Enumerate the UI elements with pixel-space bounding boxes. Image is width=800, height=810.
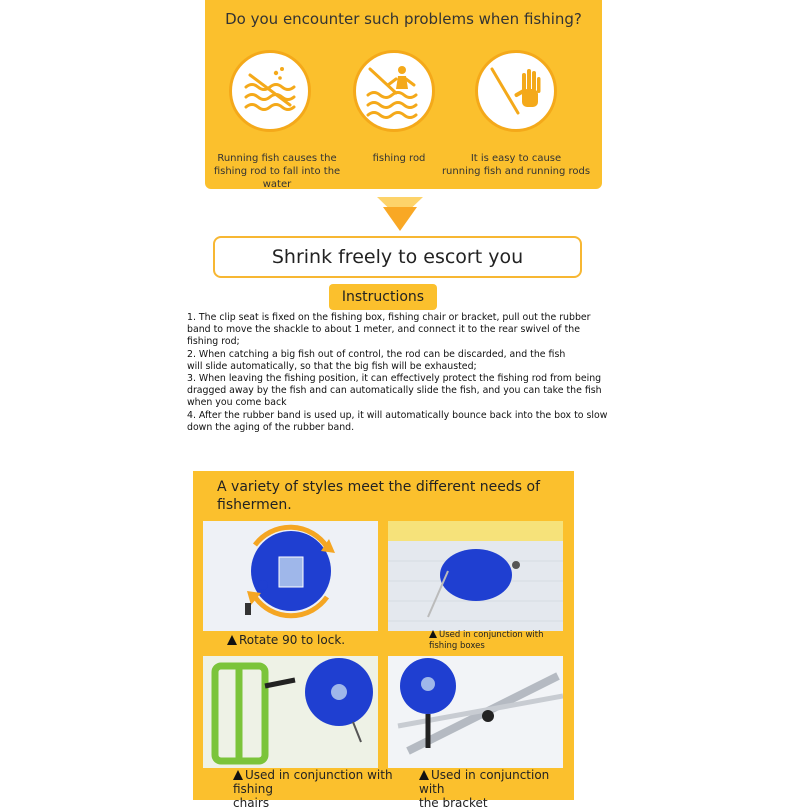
caption-line [429,630,569,641]
problem-circle-2 [353,50,435,132]
problem-caption-1 [207,152,347,191]
problems-title: Do you encounter such problems when fishing? [225,10,582,28]
problem-caption-3 [441,152,591,178]
caption-bracket [419,768,569,810]
caption-line: Rotate 90 to lock. [239,633,346,647]
waves-rod-falling-icon [232,53,308,129]
caption-line: chairs [233,796,270,810]
instruction-line: 1. The clip seat is fixed on the fishing box, fishing chair or bracket, pull out the rubber [187,312,591,323]
photo-bracket [388,656,563,768]
instructions-label: Instructions [329,284,437,310]
instruction-line: down the aging of the rubber band. [187,421,355,433]
instruction-line: 3. When leaving the fishing position, it can effectively protect the fishing rod from being [187,373,602,385]
person-in-water-icon [356,53,432,129]
problem-circle-3 [475,50,557,132]
caption-line: fishing rod to fall into the water [213,166,341,190]
caption-fishing-chairs [233,768,413,810]
caption-line: fishing boxes [429,641,485,651]
rod-and-hand-icon [478,53,554,129]
caption-line: Running fish causes the [217,153,337,164]
caption-line [233,768,413,796]
caption-line-text: Used in conjunction with [419,768,550,796]
caption-line [419,768,569,796]
caption-line-text: Used in conjunction with [439,630,544,640]
triangle-icon [429,630,437,638]
triangle-icon [419,770,429,780]
photo-rotate-lock [203,521,378,631]
instructions-text [187,312,623,434]
triangle-icon [233,770,243,780]
reel-rotate-icon [203,521,378,631]
caption-line: It is easy to cause [470,153,562,164]
styles-panel [193,471,574,810]
caption-line: running fish and running rods [441,166,591,177]
caption-line: fishing rod [372,153,426,164]
styles-title: A variety of styles meet the different needs of fishermen. [217,479,540,513]
instruction-line: will slide automatically, so that the big fish will be exhausted; [187,360,477,372]
photo-fishing-chairs [203,656,378,768]
problem-caption-2 [363,152,435,165]
caption-line: the bracket [419,796,488,810]
problems-banner [205,0,602,189]
reel-on-bracket-icon [388,656,563,768]
caption-fishing-boxes [429,630,569,652]
caption-line-text: Used in conjunction with fishing [233,768,393,796]
slogan-box: Shrink freely to escort you [213,236,582,278]
instruction-line: when you come back [187,397,287,409]
instruction-line: 4. After the rubber band is used up, it will automatically bounce back into the box to slow [187,409,608,421]
problem-circle-1 [229,50,311,132]
instruction-line: fishing rod; [187,336,240,348]
triangle-icon [227,635,237,645]
instruction-line: dragged away by the fish and can automatically slide the fish, and you can take the fish [187,385,602,397]
reel-on-box-icon [388,521,563,631]
caption-rotate-lock [227,633,387,647]
photo-fishing-boxes [388,521,563,631]
reel-on-chair-icon [203,656,378,768]
down-arrow-icon [377,197,423,231]
instruction-line: 2. When catching a big fish out of control, the rod can be discarded, and the fish [187,348,566,360]
instruction-line: band to move the shackle to about 1 meter, and connect it to the rear swivel of the [187,324,580,336]
